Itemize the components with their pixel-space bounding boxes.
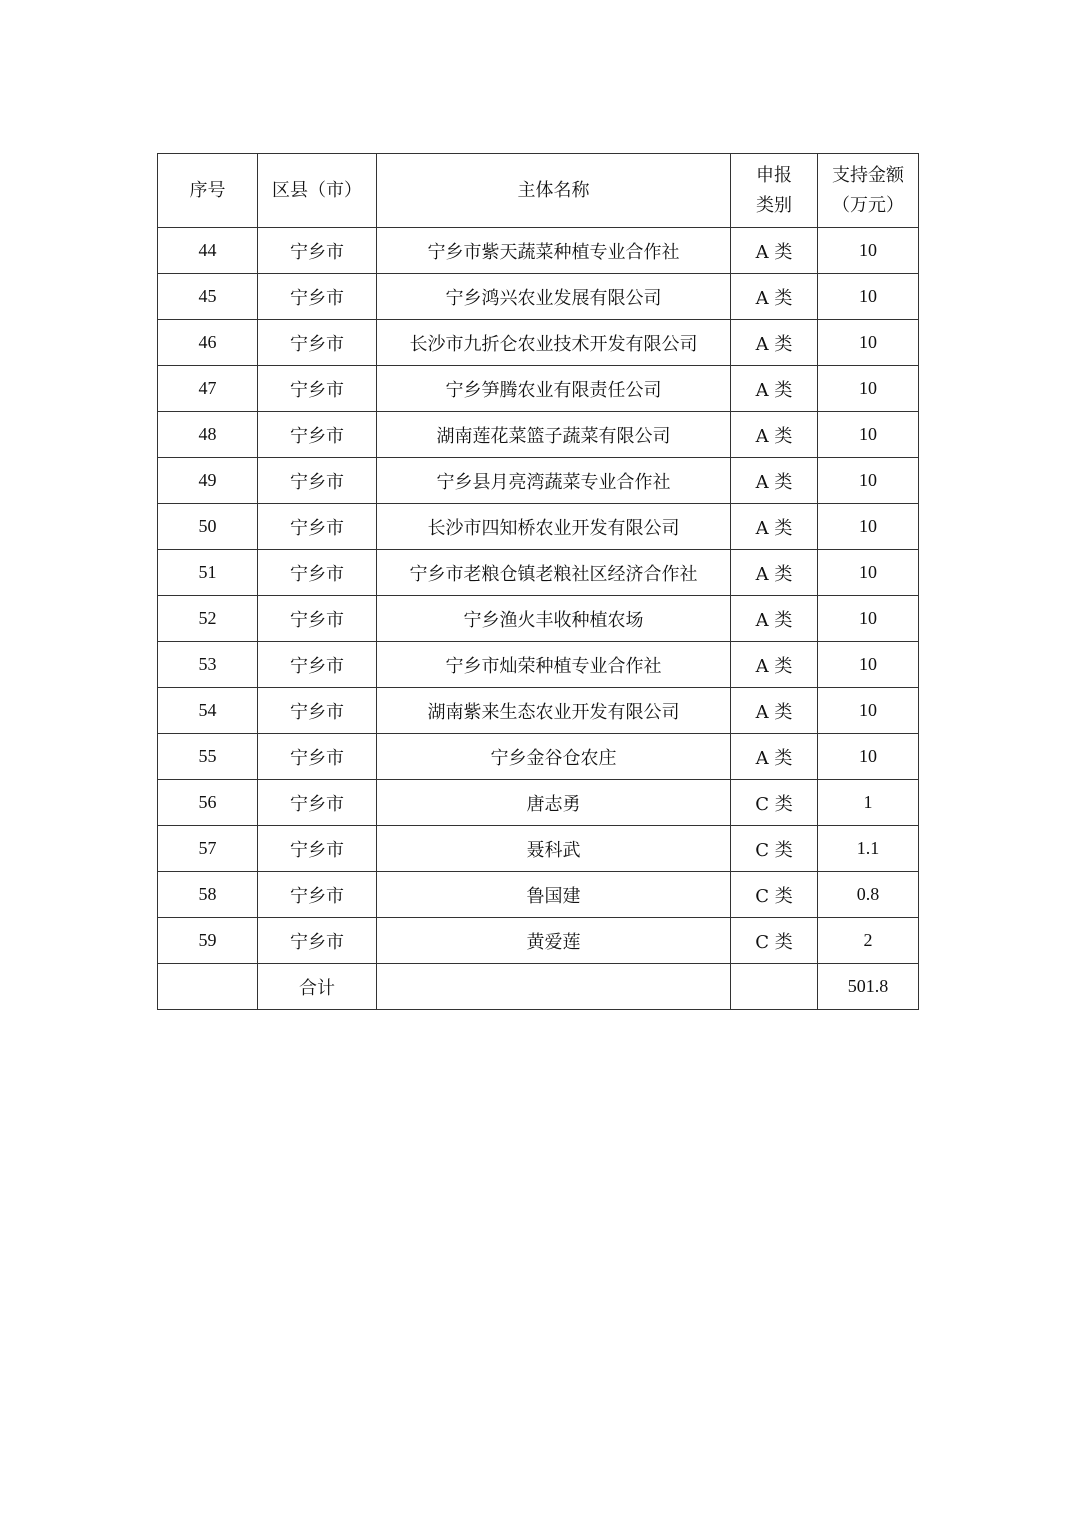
cell-county: 宁乡市	[258, 366, 377, 412]
cell-entity: 宁乡市灿荣种植专业合作社	[377, 642, 731, 688]
table-row	[158, 826, 919, 872]
total-seq-empty	[158, 964, 258, 1010]
cell-category: A 类	[731, 688, 818, 734]
cell-county: 宁乡市	[258, 504, 377, 550]
cell-amount: 10	[818, 504, 919, 550]
cell-entity: 宁乡渔火丰收种植农场	[377, 596, 731, 642]
table-row	[158, 274, 919, 320]
cell-category: A 类	[731, 504, 818, 550]
cell-seq: 59	[158, 918, 258, 964]
cell-county: 宁乡市	[258, 228, 377, 274]
cell-entity: 宁乡市紫天蔬菜种植专业合作社	[377, 228, 731, 274]
header-category-line2: 类别	[756, 194, 792, 216]
cell-seq: 58	[158, 872, 258, 918]
cell-entity: 宁乡笋腾农业有限责任公司	[377, 366, 731, 412]
cell-category: A 类	[731, 366, 818, 412]
header-entity: 主体名称	[377, 154, 731, 228]
cell-county: 宁乡市	[258, 550, 377, 596]
cell-category: C 类	[731, 918, 818, 964]
cell-amount: 10	[818, 366, 919, 412]
cell-county: 宁乡市	[258, 734, 377, 780]
cell-entity: 湖南紫来生态农业开发有限公司	[377, 688, 731, 734]
header-amount-line1: 支持金额	[832, 164, 904, 186]
table-row	[158, 412, 919, 458]
cell-entity: 湖南莲花菜篮子蔬菜有限公司	[377, 412, 731, 458]
cell-county: 宁乡市	[258, 458, 377, 504]
cell-seq: 49	[158, 458, 258, 504]
table-row	[158, 550, 919, 596]
table-row	[158, 320, 919, 366]
header-seq: 序号	[158, 154, 258, 228]
cell-seq: 55	[158, 734, 258, 780]
cell-category: A 类	[731, 412, 818, 458]
cell-amount: 10	[818, 458, 919, 504]
cell-seq: 57	[158, 826, 258, 872]
cell-seq: 44	[158, 228, 258, 274]
cell-entity: 宁乡金谷仓农庄	[377, 734, 731, 780]
table-row	[158, 734, 919, 780]
cell-amount: 10	[818, 642, 919, 688]
header-amount	[818, 154, 919, 228]
table-header-row	[158, 154, 919, 228]
cell-category: A 类	[731, 642, 818, 688]
cell-amount: 10	[818, 734, 919, 780]
cell-category: A 类	[731, 320, 818, 366]
cell-category: A 类	[731, 274, 818, 320]
cell-seq: 48	[158, 412, 258, 458]
header-category-line1: 申报	[756, 164, 792, 186]
cell-county: 宁乡市	[258, 642, 377, 688]
cell-amount: 10	[818, 688, 919, 734]
table-row	[158, 596, 919, 642]
table-row	[158, 642, 919, 688]
total-category-empty	[731, 964, 818, 1010]
cell-amount: 10	[818, 550, 919, 596]
cell-seq: 53	[158, 642, 258, 688]
cell-seq: 46	[158, 320, 258, 366]
cell-category: A 类	[731, 458, 818, 504]
cell-amount: 1	[818, 780, 919, 826]
cell-entity: 长沙市九折仑农业技术开发有限公司	[377, 320, 731, 366]
header-category	[731, 154, 818, 228]
cell-amount: 2	[818, 918, 919, 964]
cell-amount: 10	[818, 412, 919, 458]
cell-entity: 鲁国建	[377, 872, 731, 918]
table-row	[158, 780, 919, 826]
table-row	[158, 688, 919, 734]
cell-seq: 51	[158, 550, 258, 596]
cell-entity: 宁乡鸿兴农业发展有限公司	[377, 274, 731, 320]
cell-county: 宁乡市	[258, 320, 377, 366]
cell-entity: 宁乡市老粮仓镇老粮社区经济合作社	[377, 550, 731, 596]
total-label: 合计	[258, 964, 377, 1010]
cell-county: 宁乡市	[258, 872, 377, 918]
cell-amount: 10	[818, 274, 919, 320]
cell-seq: 50	[158, 504, 258, 550]
cell-seq: 45	[158, 274, 258, 320]
cell-category: A 类	[731, 596, 818, 642]
cell-category: A 类	[731, 228, 818, 274]
cell-county: 宁乡市	[258, 918, 377, 964]
cell-category: C 类	[731, 780, 818, 826]
subsidy-table	[157, 153, 919, 1010]
cell-seq: 52	[158, 596, 258, 642]
cell-seq: 47	[158, 366, 258, 412]
table-row	[158, 366, 919, 412]
cell-amount: 0.8	[818, 872, 919, 918]
cell-county: 宁乡市	[258, 826, 377, 872]
cell-amount: 10	[818, 596, 919, 642]
cell-amount: 1.1	[818, 826, 919, 872]
total-amount: 501.8	[818, 964, 919, 1010]
total-row	[158, 964, 919, 1010]
table-body	[158, 228, 919, 1010]
table-row	[158, 872, 919, 918]
header-county: 区县（市）	[258, 154, 377, 228]
cell-category: A 类	[731, 550, 818, 596]
cell-county: 宁乡市	[258, 274, 377, 320]
cell-entity: 聂科武	[377, 826, 731, 872]
cell-seq: 56	[158, 780, 258, 826]
cell-amount: 10	[818, 228, 919, 274]
cell-county: 宁乡市	[258, 596, 377, 642]
cell-entity: 唐志勇	[377, 780, 731, 826]
cell-entity: 黄爱莲	[377, 918, 731, 964]
table-row	[158, 458, 919, 504]
cell-category: C 类	[731, 872, 818, 918]
cell-entity: 长沙市四知桥农业开发有限公司	[377, 504, 731, 550]
total-entity-empty	[377, 964, 731, 1010]
table-row	[158, 918, 919, 964]
header-amount-line2: （万元）	[832, 194, 904, 216]
cell-category: C 类	[731, 826, 818, 872]
table-row	[158, 228, 919, 274]
cell-entity: 宁乡县月亮湾蔬菜专业合作社	[377, 458, 731, 504]
cell-county: 宁乡市	[258, 412, 377, 458]
cell-seq: 54	[158, 688, 258, 734]
cell-amount: 10	[818, 320, 919, 366]
cell-county: 宁乡市	[258, 780, 377, 826]
table-row	[158, 504, 919, 550]
cell-category: A 类	[731, 734, 818, 780]
cell-county: 宁乡市	[258, 688, 377, 734]
